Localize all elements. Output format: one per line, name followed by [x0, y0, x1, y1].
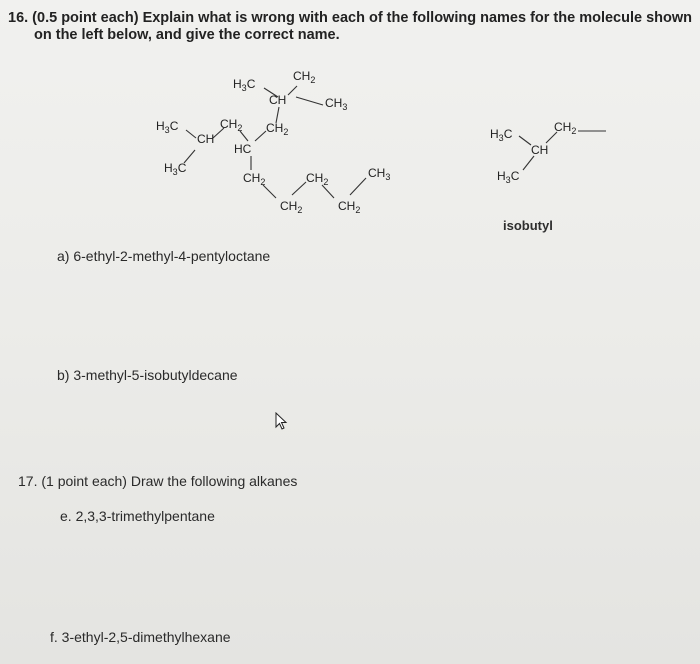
isobutyl-ch-label: CH	[531, 143, 549, 157]
part-e-name: e. 2,3,3-trimethylpentane	[60, 508, 215, 524]
h3c-low-label: $H_3C$	[164, 161, 187, 177]
question-16-line2: on the left below, and give the correct name.	[34, 27, 340, 43]
ch3-top-label: $CH_3$	[325, 96, 348, 112]
h3c-top-label: $H_3C$	[233, 77, 256, 93]
bond	[288, 86, 297, 95]
mouse-pointer-icon	[275, 412, 291, 432]
bond	[255, 131, 266, 141]
isobutyl-ch2-label: $CH_2$	[554, 120, 577, 136]
isobutyl-caption: isobutyl	[503, 218, 553, 233]
bond	[296, 97, 323, 105]
right-molecule-labels	[490, 120, 576, 185]
bond	[350, 178, 366, 195]
question-17-title: 17. (1 point each) Draw the following alkanes	[18, 473, 298, 489]
ch2-chain2-label: $CH_2$	[280, 199, 303, 215]
ch-top-label: CH	[269, 93, 287, 107]
ch2-chain3-label: $CH_2$	[306, 171, 329, 187]
ch-left-label: CH	[197, 132, 215, 146]
ch2-chain4-label: $CH_2$	[338, 199, 361, 215]
h3c-left-label: $H_3C$	[156, 119, 179, 135]
part-f-name: f. 3-ethyl-2,5-dimethylhexane	[50, 629, 231, 645]
isobutyl-h3c-label: $H_3C$	[490, 127, 513, 143]
ch2-mid-label: $CH_2$	[220, 117, 243, 133]
bond	[519, 136, 531, 145]
question-16-line1: 16. (0.5 point each) Explain what is wrong with each of the following names for the molecule shown	[8, 10, 693, 26]
ch2-top-label: $CH_2$	[293, 69, 316, 85]
hc-center-label: HC	[234, 142, 252, 156]
bond	[292, 182, 306, 195]
part-a-name: a) 6-ethyl-2-methyl-4-pentyloctane	[57, 248, 271, 264]
ch2-right-label: $CH_2$	[266, 121, 289, 137]
isobutyl-h3c-low-label: $H_3C$	[497, 169, 520, 185]
part-b-name: b) 3-methyl-5-isobutyldecane	[57, 367, 238, 383]
left-molecule-labels	[156, 69, 390, 215]
ch2-chain1-label: $CH_2$	[243, 171, 266, 187]
bond	[186, 130, 196, 138]
ch3-end-label: $CH_3$	[368, 166, 391, 182]
bond	[523, 156, 534, 170]
